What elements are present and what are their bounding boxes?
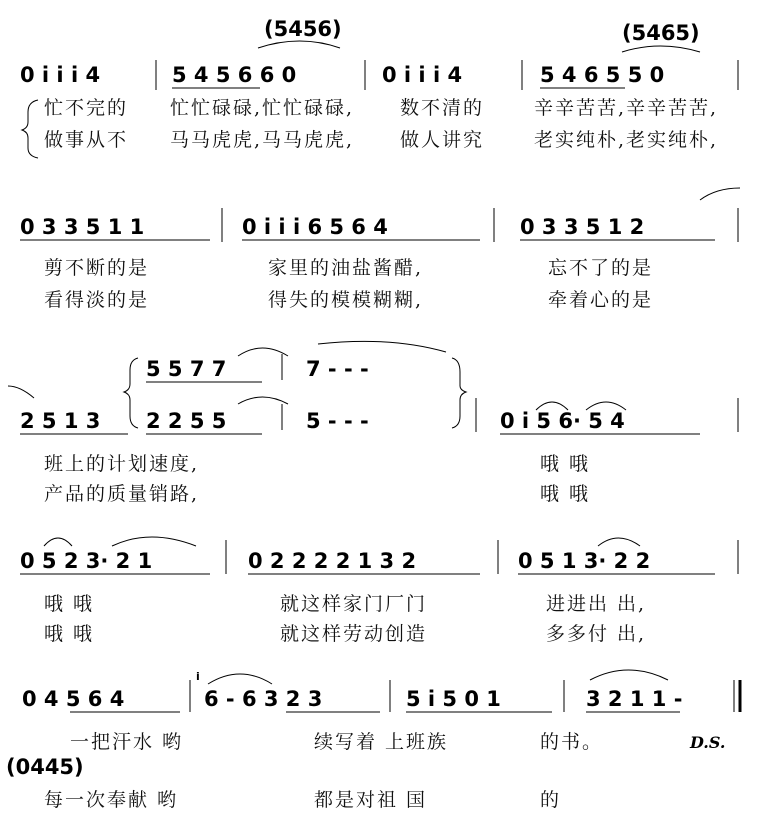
upper-voice: 7 - - - (306, 357, 369, 381)
lyric-v2: 做事从不 (44, 129, 129, 151)
lyric-v1: 数不清的 (400, 97, 485, 119)
tie-arc (258, 41, 340, 48)
tie-arc (208, 674, 272, 684)
chord-brace (452, 358, 466, 428)
lyric-v2: 牵着心的是 (548, 289, 654, 311)
measure-4: 0 i 5 6· 5 4 (500, 409, 625, 433)
lyric-v2: 的 (540, 789, 562, 811)
measure-4: 5 4 6 5 5 0 (540, 63, 665, 87)
system-row-4 (20, 537, 738, 645)
lyric-v1: 忙不完的 (44, 97, 129, 119)
measure-3: 5 i 5 0 1 (406, 687, 501, 711)
measure-1: 0 i i i 4 (20, 63, 101, 87)
tie-arc (112, 537, 196, 546)
tie-arc (8, 386, 34, 398)
measure-3: 0 i i i 4 (382, 63, 463, 87)
measure-2: 5 4 5 6 6 0 (172, 63, 297, 87)
lyric-v2: 多多付 出, (546, 623, 647, 645)
lyric-v2: 哦 哦 (44, 623, 95, 645)
ds-mark: D.S. (690, 733, 726, 752)
grace-note: i (196, 670, 200, 683)
measure-1: 2 5 1 3 (20, 409, 101, 433)
interlude-c: (0445) (6, 755, 84, 779)
interlude-a: (5456) (264, 17, 342, 41)
lyric-v2: 都是对祖 国 (314, 789, 428, 811)
lyric-v2: 就这样劳动创造 (280, 623, 428, 645)
lyric-v2: 哦 哦 (540, 483, 591, 505)
measure-3: 0 3 3 5 1 2 (520, 215, 645, 239)
tie-arc (590, 670, 668, 680)
measure-1: 0 3 3 5 1 1 (20, 215, 145, 239)
system-row-5 (6, 670, 740, 811)
lyric-v1: 哦 哦 (44, 593, 95, 615)
lyric-v1: 进进出 出, (546, 593, 647, 615)
lyric-v1: 一把汗水 哟 (70, 731, 184, 753)
lyric-v1: 忘不了的是 (548, 257, 654, 279)
verse-brace (22, 100, 38, 158)
system-row-1 (20, 17, 738, 158)
measure-2: 0 i i i 6 5 6 4 (242, 215, 388, 239)
tie-arc (44, 538, 72, 546)
lyric-v2: 每一次奉献 哟 (44, 789, 179, 811)
lyric-v2: 老实纯朴,老实纯朴, (534, 129, 719, 151)
lyric-v1: 哦 哦 (540, 453, 591, 475)
chord-brace (124, 358, 138, 428)
lyric-v1: 忙忙碌碌,忙忙碌碌, (170, 97, 355, 119)
lyric-v2: 看得淡的是 (44, 289, 150, 311)
lyric-v2: 马马虎虎,马马虎虎, (170, 129, 355, 151)
lower-voice: 2 2 5 5 (146, 409, 227, 433)
system-row-2 (20, 188, 740, 311)
lyric-v2: 做人讲究 (400, 129, 485, 151)
measure-1: 0 5 2 3· 2 1 (20, 549, 153, 573)
tie-arc (318, 341, 446, 352)
system-row-3 (8, 341, 738, 505)
lyric-v2: 得失的模模糊糊, (268, 289, 424, 311)
lyric-v1: 续写着 上班族 (314, 731, 449, 753)
tie-arc (238, 348, 288, 356)
tie-arc (622, 46, 700, 52)
tie-arc (238, 397, 288, 404)
lyric-v1: 的书。 (540, 731, 604, 753)
lyric-v1: 班上的计划速度, (44, 453, 200, 475)
lyric-v1: 就这样家门厂门 (280, 593, 428, 615)
interlude-b: (5465) (622, 21, 700, 45)
measure-4: 3 2 1 1 - (586, 687, 683, 711)
tie-arc (598, 538, 640, 546)
lower-voice: 5 - - - (306, 409, 369, 433)
lyric-v2: 产品的质量销路, (44, 483, 200, 505)
upper-voice: 5 5 7 7 (146, 357, 227, 381)
lyric-v1: 家里的油盐酱醋, (268, 257, 424, 279)
lyric-v1: 辛辛苦苦,辛辛苦苦, (534, 97, 719, 119)
measure-3: 0 5 1 3· 2 2 (518, 549, 651, 573)
measure-2: 0 2 2 2 2 1 3 2 (248, 549, 417, 573)
tie-arc (700, 188, 740, 200)
lyric-v1: 剪不断的是 (44, 257, 150, 279)
measure-2: 6 - 6 3 2 3 (204, 687, 323, 711)
measure-1: 0 4 5 6 4 (22, 687, 125, 711)
